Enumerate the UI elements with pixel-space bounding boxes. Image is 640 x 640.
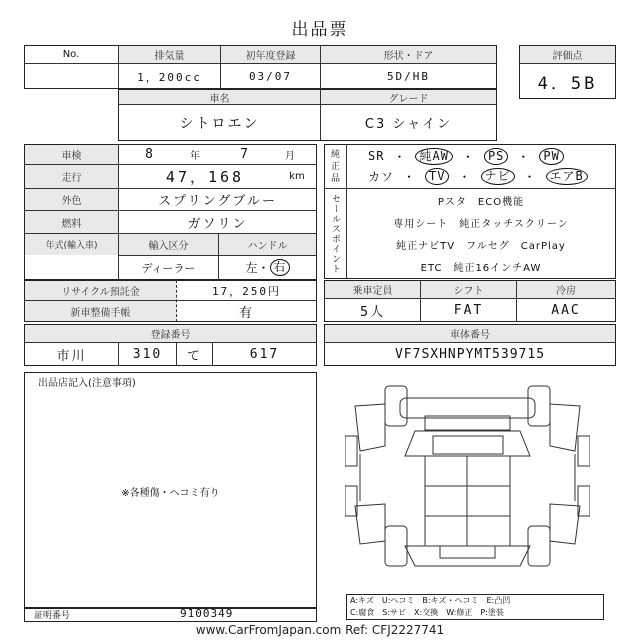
car-diagram-icon xyxy=(345,376,590,576)
certificate-value: 9100349 xyxy=(180,607,234,620)
shift-value: FAT xyxy=(453,302,484,318)
displacement-label: 排気量 xyxy=(119,46,220,63)
score-label: 評価点 xyxy=(520,46,615,63)
ac-label: 冷房 xyxy=(517,281,615,298)
sales-point-1: Pスタ ECO機能 xyxy=(437,197,525,208)
inspection-year: 8 xyxy=(145,147,155,162)
handle-left: 左 xyxy=(245,261,258,275)
sheet-title: 出品票 xyxy=(291,19,349,40)
mileage-label: 走行 xyxy=(25,165,118,188)
legend-row-2: C:腐食 S:サビ X:交換 W:修正 P:塗装 xyxy=(350,608,504,617)
option-sep: ・ xyxy=(458,169,472,184)
inspection-month: 7 xyxy=(240,147,250,162)
car-name-label: 車名 xyxy=(119,90,320,104)
displacement-value: 1，200cc xyxy=(137,70,202,84)
no-value xyxy=(24,64,118,89)
sales-point-label-text: セールスポイント xyxy=(330,194,340,274)
shape-door-value: 5D/HB xyxy=(386,70,431,83)
legend-row-1: A:キズ U:ヘコミ B:キズ・ヘコミ E:凸凹 xyxy=(350,596,511,605)
capacity-label: 乗車定員 xyxy=(325,281,420,298)
option-airbag: エアB xyxy=(546,168,588,185)
exterior-color-label: 外色 xyxy=(25,189,118,210)
option-sr: SR xyxy=(368,149,385,163)
import-year-label: 年式(輸入車) xyxy=(25,234,118,255)
genuine-label xyxy=(325,146,346,188)
first-registration-label: 初年度登録 xyxy=(221,46,320,63)
inspection-year-unit: 年 xyxy=(190,151,200,162)
genuine-label-2: 正 xyxy=(330,162,340,172)
notes-text: ※各種傷・ヘコミ有り xyxy=(121,487,220,499)
chassis-value: VF7SXHNPYMT539715 xyxy=(394,346,546,362)
option-sep: ・ xyxy=(393,149,407,164)
import-class-value: ディーラー xyxy=(141,261,196,275)
maintenance-label: 新車整備手帳 xyxy=(25,301,176,321)
capacity-value: 5人 xyxy=(359,304,386,320)
option-navi: ナビ xyxy=(481,168,515,185)
shape-door-label: 形状・ドア xyxy=(321,46,496,63)
inspection-month-unit: 月 xyxy=(285,151,295,162)
notes-label: 出品店記入(注意事項) xyxy=(38,378,136,389)
sales-point-4: ETC 純正16インチAW xyxy=(420,262,542,274)
recycle-value: 17，250円 xyxy=(211,284,282,298)
option-sep: ・ xyxy=(523,169,537,184)
option-cassette: カソ xyxy=(368,169,395,184)
footer-watermark: www.CarFromJapan.com Ref: CFJ2227741 xyxy=(195,623,445,637)
genuine-label-3: 品 xyxy=(330,174,340,184)
option-sep: ・ xyxy=(461,149,475,164)
registration-area: 市川 xyxy=(56,348,87,364)
sales-point-label xyxy=(325,190,346,278)
fuel-label: 燃料 xyxy=(25,211,118,233)
import-class-label: 輸入区分 xyxy=(119,234,218,255)
handle-value xyxy=(219,256,316,279)
registration-class: 310 xyxy=(132,346,163,362)
shift-label: シフト xyxy=(421,281,516,298)
sales-point-2: 専用シート 純正タッチスクリーン xyxy=(393,218,569,230)
ac-value: AAC xyxy=(551,302,581,318)
option-pw: PW xyxy=(539,148,563,165)
grade-label: グレード xyxy=(321,90,496,104)
option-sep: ・ xyxy=(403,169,417,184)
car-name-value: シトロエン xyxy=(179,115,260,132)
handle-separator: ・ xyxy=(257,261,270,275)
inspection-label: 車検 xyxy=(25,145,118,164)
mileage-unit: km xyxy=(289,171,305,182)
recycle-label: リサイクル預託金 xyxy=(25,281,176,300)
handle-right-circled: 右 xyxy=(270,259,290,276)
option-genuine-aw: 純AW xyxy=(415,148,452,165)
equipment-row-1 xyxy=(368,146,613,166)
first-registration-value: 03/07 xyxy=(248,70,293,83)
score-value: 4．5B xyxy=(537,73,598,94)
option-sep: ・ xyxy=(517,149,531,164)
exterior-color-value: スプリングブルー xyxy=(158,194,277,209)
grade-value: C3 シャイン xyxy=(364,117,453,132)
mileage-value: 47，168 xyxy=(165,168,245,186)
maintenance-value: 有 xyxy=(238,305,254,321)
certificate-label: 証明番号 xyxy=(34,611,71,621)
sales-point-3: 純正ナビTV フルセグ CarPlay xyxy=(396,240,566,252)
equipment-row-2 xyxy=(368,166,613,186)
registration-kana: て xyxy=(186,348,202,364)
genuine-label-1: 純 xyxy=(330,150,340,160)
fuel-value: ガソリン xyxy=(187,216,248,232)
registration-label: 登録番号 xyxy=(25,325,316,342)
no-label: No. xyxy=(62,48,80,60)
option-tv: TV xyxy=(425,168,449,185)
registration-number: 617 xyxy=(249,346,280,362)
handle-label: ハンドル xyxy=(219,234,316,255)
option-ps: PS xyxy=(484,148,508,165)
chassis-label: 車体番号 xyxy=(325,325,615,342)
